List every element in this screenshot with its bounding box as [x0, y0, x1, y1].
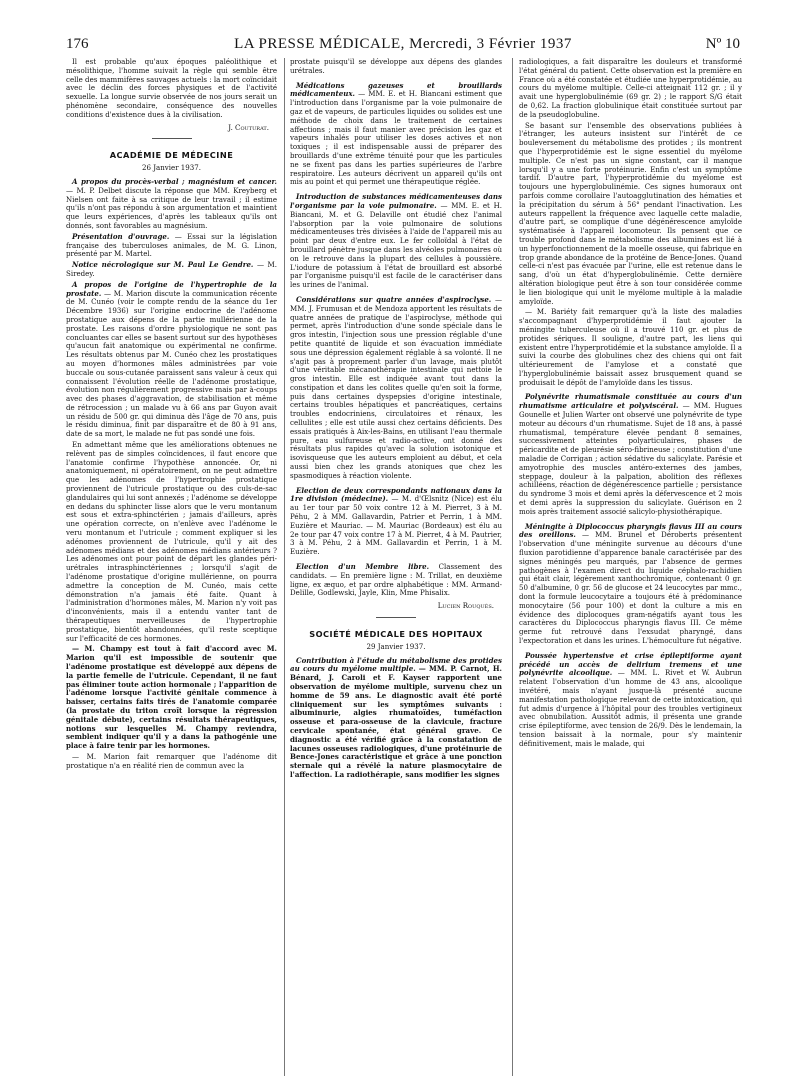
- journal-title: LA PRESSE MÉDICALE, Mercredi, 3 Février 1937: [234, 36, 572, 52]
- article-heading: Considérations sur quatre années d'aspiroclyse.: [296, 294, 492, 304]
- article-body: — Essai sur la législation française des tuberculoses animales, de M. G. Linon, présenté par M. Martel.: [66, 231, 277, 259]
- paragraph: Se basant sur l'ensemble des observations publiées à l'étranger, les auteurs insistent sur l'intérêt de ce bouleversement du métabolisme des protides ; ils montrent que l'hyperprotidémie est le signe essentiel du myélome multiple. Ce n'est pas un signe constant, car il manque lorsqu'il y a une forte protéinurie. Enfin c'est un symptôme tardif. D'autre part, l'hyperprotidémie du myélome est toujours une hyperglobulinémie. Ces signes humoraux ont parfois comme corollaire l'autoagglutination des hématies et la précipitation du sérum à 56° pendant l'inactivation. Les auteurs rappellent la fréquence avec laquelle cette maladie, d'autre part, se complique d'une dégénérescence amyloïde systématisée à l'appareil locomoteur. Ils pensent que ce trouble profond dans le métabolisme des albumines est lié à un hyperfonctionnement de la moelle osseuse, qui fabrique en trop grande abondance de la protéine de Bence-Jones. Quand celle-ci n'est pas évacuée par l'urine, elle est retenue dans le sang, d'où un état d'hyperglobulinémie. Cette dernière altération biologique peut être à son tour considérée comme le lien biologique qui unit le myélome multiple à la maladie amyloïde.: [519, 120, 742, 306]
- column-2: [290, 58, 502, 1076]
- article-heading: Poussée hypertensive et crise épileptiforme ayant précédé un accès de delirium tremens et une polynévrite alcoolique.: [519, 650, 742, 678]
- paragraph: prostate puisqu'il se développe aux dépens des glandes urétrales.: [290, 58, 502, 75]
- article-body: — MM. E. et H. Biancani estiment que l'introduction dans l'organisme par la voie pulmonaire de gaz et de vapeurs, de particules liquides ou solides est une méthode de choix dans le traitement de certaines affections ; mais il faut manier avec précision les gaz et vapeurs inhalés pour utiliser les doses actives et non toxiques ; il est indispensable aussi de préparer des brouillards d'une extrême ténuité pour que les particules ne se fixent pas dans les parties supérieures de l'arbre respiratoire. Les auteurs décrivent un appareil qu'ils ont mis au point et qui permet une thérapeutique réglée.: [290, 89, 502, 187]
- paragraph: — M. Marion fait remarquer que l'adénome dit prostatique n'a en réalité rien de commun avec la: [66, 751, 277, 770]
- column-3: [519, 58, 742, 1076]
- article-heading: Election d'un Membre libre.: [296, 562, 430, 572]
- article-heading: Médications gazeuses et brouillards médicamenteux.: [290, 80, 502, 99]
- section-title: ACADÉMIE DE MÉDECINE: [109, 150, 234, 161]
- paragraph: — M. Champy est tout à fait d'accord avec M. Marion qu'il est impossible de soutenir que l'adénome prostatique est développé aux dépens de la partie femelle de l'utricule. Cependant, il ne faut pas éliminer toute action hormonale ; l'apparition de l'adénome lorsque l'activité génitale commence à baisser, certains faits tirés de l'anatomie comparée (la prostate du triton croît lorsque la régression génitale débute), certains résultats thérapeutiques, notions sur lesquelles M. Champy reviendra, semblent indiquer qu'il y a dans la pathogénie une place à faire tenir par les hormones.: [66, 644, 277, 751]
- column-divider: [512, 58, 513, 1076]
- column-divider: [284, 58, 285, 1076]
- article-body: — MM. Brunel et Déroberts présentent l'observation d'une méningite survenue au décours d'une fluxion parotidienne d'apparence banale caractérisée par des signes méningés peu marqués, par l'absence de germes pathogènes à l'examen direct du liquide céphalo-rachidien qui était clair, légèrement xanthochromique, contenant 0 gr. 50 d'albumine, 0 gr. 56 de glucose et 24 leucocytes par mmc., dont la formule leucocytaire a toujours été à prédominance monocytaire (56 pour 100) et dont la culture a mis en évidence des diplocoques gram-négatifs ayant tous les caractères du Diplococcus pharyngis flavus III. Ce même germe fut retrouvé dans l'exsudat pharyngé, dans l'expectoration et dans les urines. L'hémoculture fut négative.: [519, 530, 742, 645]
- article-heading: Notice nécrologique sur M. Paul Le Gendre.: [72, 260, 254, 270]
- article-heading: A propos du procès-verbal ; magnésium et cancer.: [72, 176, 277, 186]
- divider: [152, 138, 192, 139]
- article-body: — M. P. Delbet discute la réponse que MM. Kreyberg et Nielsen ont faite à sa critique de leur travail ; il estime qu'ils n'ont pas répondu à son argumentation et maintient que leurs expériences, d'après les tableaux qu'ils ont donnés, sont favorables au magnésium.: [66, 185, 277, 230]
- issue-number: Nº 10: [705, 36, 740, 52]
- signature: J. Couturat.: [228, 122, 269, 132]
- article-body: — MM. Hugues Gounelle et Julien Warter ont observé une polynévrite de type moteur au décours d'un rhumatisme. Sujet de 18 ans, à passé rhumatismal, température élevée pendant 8 semaines, successivement atteintes polyarticulaires, phases de péricardite et de pleurésie séro-fibrineuse ; constitution d'une maladie de Corrigan ; action sédative du salicylate. Parésie et amyotrophie des muscles antéro-externes des jambes, steppage, douleur à la palpation, abolition des réflexes achilléens, réaction de dégénérescence partielle ; persistance du syndrome 3 mois et demi après la défervescence et 2 mois et demi après la suppression du salicylate. Guérison en 2 mois après traitement associé salicylo-physiothérapique.: [519, 401, 742, 516]
- article-body: — MM. J. Frumusan et de Mendoza apportent les résultats de quatre années de pratique de l'aspiroclyse, méthode qui permet, après l'introduction d'une sonde spéciale dans le gros intestin, l'injection sous une pression réglable d'une petite quantité de liquide et son évacuation immédiate sous une dépression également réglable à sa volonté. Il ne s'agit pas à proprement parler d'un lavage, mais plutôt d'une véritable mécanothérapie intestinale qui nettoie le gros intestin. Elle est indiquée avant tout dans la constipation et dans les colites quelle qu'en soit la forme, puis dans certaines dyspepsies d'origine intestinale, certains troubles hépatiques et pancréatiques, certains troubles endocriniens, circulatoires et rénaux, les cellulites ; elle est utile aussi chez certains déficients. Des essais pratiqués à Aix-les-Bains, en utilisant l'eau thermale pure, eau sulfureuse et radio-active, ont donné des résultats plus rapides qu'avec la solution isotonique et isovisqueuse que les auteurs emploient au début, et cela aussi bien chez les grands atoniques que chez les spasmodiques à réaction violente.: [290, 294, 502, 480]
- article-body: — M. d'Œlsnitz (Nice) est élu au 1er tour par 50 voix contre 12 à M. Pierret, 3 à M. Péhu, 2 à MM. Gallavardin, Patrier et Perrin, 1 à MM. Euzière et Mauriac. — M. Mauriac (Bordeaux) est élu au 2e tour par 47 voix contre 17 à M. Pierret, 4 à M. Pautrier, 3 à M. Péhu, 2 à MM. Gallavardin et Perrin, 1 à M. Euzière.: [290, 494, 502, 557]
- article-body: — MM. E. et H. Biancani, M. et G. Delaville ont étudié chez l'animal l'absorption par la voie pulmonaire de solutions médicamenteuses très divisées à l'aide de l'appareil mis au point par deux d'entre eux. Le fer colloïdal à l'état de brouillard pénètre jusque dans les alvéoles pulmonaires où on le retrouve dans la plupart des cellules à poussière. L'iodure de potassium à l'état de brouillard est absorbé par l'organisme puisqu'il est facile de le caractériser dans les urines de l'animal.: [290, 200, 502, 290]
- divider: [376, 617, 416, 618]
- session-date: 26 Janvier 1937.: [142, 163, 201, 173]
- article-heading: Méningite à Diplococcus pharyngis flavus III au cours des oreillons.: [519, 521, 742, 540]
- article-body: — M. Siredey.: [66, 260, 277, 278]
- paragraph: Il est probable qu'aux époques paléolithique et mésolithique, l'homme suivait la règle qui semble être celle des mammifères sauvages actuels : la mort coïncidait avec le déclin des forces physiques et de l'activité sexuelle. La longue survie observée de nos jours serait un phénomène secondaire, conséquence des nouvelles conditions d'existence dues à la civilisation.: [66, 58, 277, 119]
- signature: Lucien Rouquès.: [437, 601, 494, 611]
- session-date: 29 Janvier 1937.: [366, 641, 426, 651]
- page-header: [66, 36, 740, 54]
- article-heading: Présentation d'ouvrage.: [72, 231, 170, 241]
- article-heading: A propos de l'origine de l'hypertrophie de la prostate.: [66, 279, 277, 298]
- article-body: Classement des candidats. — En première ligne : M. Trillat, en deuxième ligne, ex æquo, et par ordre alphabétique : MM. Armand-Delille, Godlewski, Jayle, Klin, Mme Phisalix.: [290, 562, 502, 598]
- section-title: SOCIÉTÉ MÉDICALE DES HOPITAUX: [309, 629, 483, 640]
- paragraph: radiologiques, a fait disparaître les douleurs et transformé l'état général du patient. Cette observation est la première en France où a été constatée et étudiée une hyperprotidémie, au cours du myélome multiple. Celle-ci atteignait 112 gr. ; il y avait une hyperglobulinémie (69 gr. 2) ; le rapport S/G était de 0,62. La fraction globulinique était constituée surtout par de la pseudoglobuline.: [519, 58, 742, 119]
- article-heading: Contribution à l'étude du métabolisme des protides au cours du myélome multiple.: [290, 655, 502, 674]
- column-1: [66, 58, 277, 1076]
- article-body: — M. Marion discute la communication récente de M. Cunéo (voir le compte rendu de la séance du 1er Décembre 1936) sur l'origine endocrine de l'adénome prostatique aux dépens de la partie mullérienne de la prostate. Les raisons d'ordre physiologique ne sont pas concluantes car elles se basent surtout sur des hypothèses qu'aucun fait anatomique ou expérimental ne confirme. Les résultats obtenus par M. Cunéo chez les prostatiques au moyen d'hormones mâles administrées par voie buccale ou sous-cutanée paraissent sans valeur à ceux qui connaissent l'évolution réelle de l'adénome prostatique, évolution non régulièrement progressive mais par à-coups avec des phases d'aggravation, de stabilisation et même de rétrocession ; un malade vu à 66 ans par Guyon avait un résidu de 500 gr. qui diminua dès l'âge de 70 ans, puis le résidu diminua, finit par disparaître et de 80 à 91 ans, date de sa mort, le malade ne fut pas sondé une fois.: [66, 288, 277, 439]
- paragraph: En admettant même que les améliorations obtenues ne relèvent pas de simples coïncidences, il faut encore que l'anatomie confirme l'hypothèse annoncée. Or, ni anatomiquement, ni opératoirement, on ne peut admettre que les adénomes de l'hypertrophie prostatique proviennent de l'utricule prostatique ou des culs-de-sac glandulaires qui lui sont annexés ; l'adénome se développe en dedans du sphincter lisse alors que le veru montanum est sous et extra-sphinctérien ; jamais d'ailleurs, après une opération correcte, on n'enlève avec l'adénome le veru montanum et l'utricule ; comment expliquer si les adénomes proviennent de l'utricule, qu'il y ait des adénomes médians et des adénomes médians antérieurs ? Les adénomes ont pour point de départ les glandes péri-urétrales intrasphinctériennes ; lorsqu'il s'agit de l'adénome prostatique d'origine mullérienne, on pourra admettre la conception de M. Cunéo, mais cette démonstration n'a jamais été faite. Quant à l'administration d'hormones mâles, M. Marion n'y voit pas d'inconvénients, mais il a entendu vanter tant de thérapeutiques merveilleuses de l'hypertrophie prostatique, bientôt abandonnées, qu'il reste sceptique sur l'efficacité de ces hormones.: [66, 440, 277, 643]
- article-heading: Introduction de substances médicamenteuses dans l'organisme par la voie pulmonaire.: [290, 192, 502, 210]
- article-body: — MM. P. Carnot, H. Bénard, J. Caroli et F. Kayser rapportent une observation de myélome multiple, survenu chez un homme de 59 ans. Le diagnostic avait été porté cliniquement sur les symptômes suivants : albuminurie, algies rhumatoïdes, tuméfaction osseuse et para-osseuse de la clavicule, fracture cervicale spontanée, état général grave. Ce diagnostic a été vérifié grâce à la constatation de lacunes osseuses radiologiques, d'une protéinurie de Bence-Jones caractéristique et grâce à une ponction sternale qui a révélé la nature plasmocytaire de l'affection. La radiothérapie, sans modifier les signes: [290, 664, 502, 779]
- article-heading: Polynévrite rhumatismale constituée au cours d'un rhumatisme articulaire et polyviscéral.: [519, 392, 742, 411]
- article-heading: Election de deux correspondants nationaux dans la 1re division (médecine).: [290, 485, 502, 504]
- article-body: — MM. L. Rivet et W. Aubrun relatent l'observation d'un homme de 43 ans, alcoolique invétéré, mais n'ayant jusque-là présenté aucune manifestation pathologique relevant de cette intoxication, qui fut admis d'urgence à l'hôpital pour des troubles vertigineux avec obnubilation. Aussitôt admis, il présenta une grande crise épileptiforme, avec tension de 26/9. Dès le lendemain, la tension baissait à la normale, pour s'y maintenir définitivement, mais le malade, qui: [519, 668, 742, 748]
- page-number: 176: [66, 36, 89, 52]
- paragraph: — M. Bariéty fait remarquer qu'à la liste des maladies s'accompagnant d'hyperprotidémie il faut ajouter la méningite tuberculeuse où il a trouvé 110 gr. et plus de protides sériques. Il souligne, d'autre part, les liens qui existent entre l'hyperprotidémie et la substance amyloïde. Il a suivi la courbe des globulines chez des chiens qui ont fait ultérieurement de l'amylose et a constaté que l'hyperglobulinémie baissait assez brusquement quand se produisait le dépôt de l'amyloïde dans les tissus.: [519, 307, 742, 387]
